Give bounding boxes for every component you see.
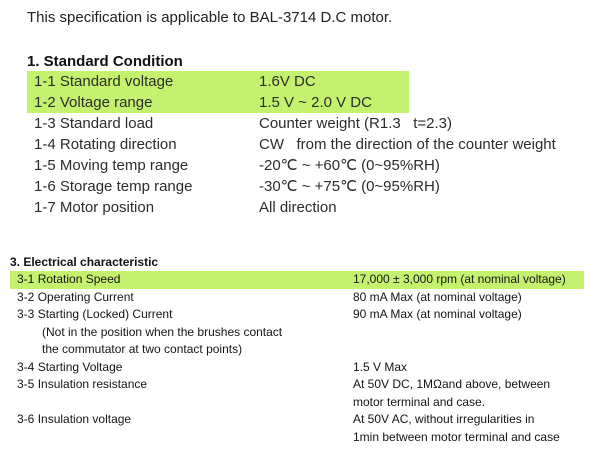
spec-number: 3-6 xyxy=(17,412,35,427)
spec-row xyxy=(27,134,556,155)
spec-value: 80 mA Max (at nominal voltage) xyxy=(353,289,522,304)
spec-label: Starting (Locked) Current xyxy=(37,307,173,322)
spec-label: Rotating direction xyxy=(59,136,177,153)
spec-value: Counter weight (R1.3 t=2.3) xyxy=(259,115,453,132)
spec-label-group xyxy=(17,411,131,429)
spec-value: At 50V DC, 1MΩand above, between xyxy=(353,377,551,392)
spec-label-group xyxy=(17,376,147,394)
spec-label: Standard voltage xyxy=(59,73,174,90)
intro-text: This specification is applicable to BAL-3714 D.C motor. xyxy=(27,9,393,26)
spec-number: 3-1 xyxy=(17,272,35,287)
section-title: 1. Standard Condition xyxy=(27,53,183,70)
spec-row xyxy=(27,113,453,134)
spec-label-group xyxy=(34,176,192,197)
spec-label-group xyxy=(17,306,172,324)
spec-value: 1.6V DC xyxy=(259,73,316,90)
spec-number: 3-4 xyxy=(17,359,35,374)
spec-row xyxy=(27,71,409,92)
spec-label-group xyxy=(34,155,188,176)
spec-value: All direction xyxy=(259,199,337,216)
spec-label-group xyxy=(17,271,120,289)
spec-value: -30℃ ~ +75℃ (0~95%RH) xyxy=(259,178,440,195)
spec-row xyxy=(27,155,440,176)
spec-value: -20℃ ~ +60℃ (0~95%RH) xyxy=(259,157,440,174)
spec-row xyxy=(10,376,584,411)
spec-label: Motor position xyxy=(59,199,155,216)
section-title: 3. Electrical characteristic xyxy=(10,254,159,269)
spec-label-group xyxy=(34,113,153,134)
spec-value: motor terminal and case. xyxy=(353,394,486,409)
spec-label-group xyxy=(17,289,134,307)
spec-note: (Not in the position when the brushes contact xyxy=(42,324,283,339)
spec-label: Voltage range xyxy=(59,94,153,111)
spec-number: 1-3 xyxy=(34,115,56,132)
spec-number: 1-5 xyxy=(34,157,56,174)
spec-note: the commutator at two contact points) xyxy=(42,342,243,357)
spec-row xyxy=(10,306,584,359)
spec-number: 1-2 xyxy=(34,94,56,111)
spec-number: 1-7 xyxy=(34,199,56,216)
spec-label: Operating Current xyxy=(37,289,134,304)
spec-row xyxy=(27,176,440,197)
spec-label-group xyxy=(34,197,154,218)
spec-label: Standard load xyxy=(59,115,154,132)
spec-number: 1-6 xyxy=(34,178,56,195)
spec-number: 3-5 xyxy=(17,377,35,392)
spec-label-group xyxy=(34,134,177,155)
spec-label-group xyxy=(34,71,173,92)
spec-value: 1.5 V ~ 2.0 V DC xyxy=(259,94,372,111)
spec-row xyxy=(27,92,409,113)
spec-value: 1.5 V Max xyxy=(353,359,408,374)
spec-value: CW from the direction of the counter weight xyxy=(259,136,556,153)
spec-value: 17,000 ± 3,000 rpm (at nominal voltage) xyxy=(353,272,566,287)
spec-row xyxy=(10,359,584,377)
spec-label-group xyxy=(17,359,122,377)
spec-number: 3-3 xyxy=(17,307,35,322)
spec-number: 3-2 xyxy=(17,289,35,304)
spec-label: Insulation resistance xyxy=(37,377,148,392)
spec-value: 1min between motor terminal and case xyxy=(353,429,560,444)
spec-label: Moving temp range xyxy=(59,157,189,174)
spec-row xyxy=(10,271,584,289)
spec-label: Storage temp range xyxy=(59,178,193,195)
spec-row xyxy=(27,197,409,218)
spec-label-group xyxy=(34,92,152,113)
spec-number: 1-4 xyxy=(34,136,56,153)
spec-value: 90 mA Max (at nominal voltage) xyxy=(353,307,522,322)
spec-number: 1-1 xyxy=(34,73,56,90)
spec-label: Starting Voltage xyxy=(37,359,123,374)
spec-row xyxy=(10,411,584,446)
spec-value: At 50V AC, without irregularities in xyxy=(353,412,535,427)
spec-label: Insulation voltage xyxy=(37,412,132,427)
spec-row xyxy=(10,289,584,307)
spec-label: Rotation Speed xyxy=(37,272,121,287)
